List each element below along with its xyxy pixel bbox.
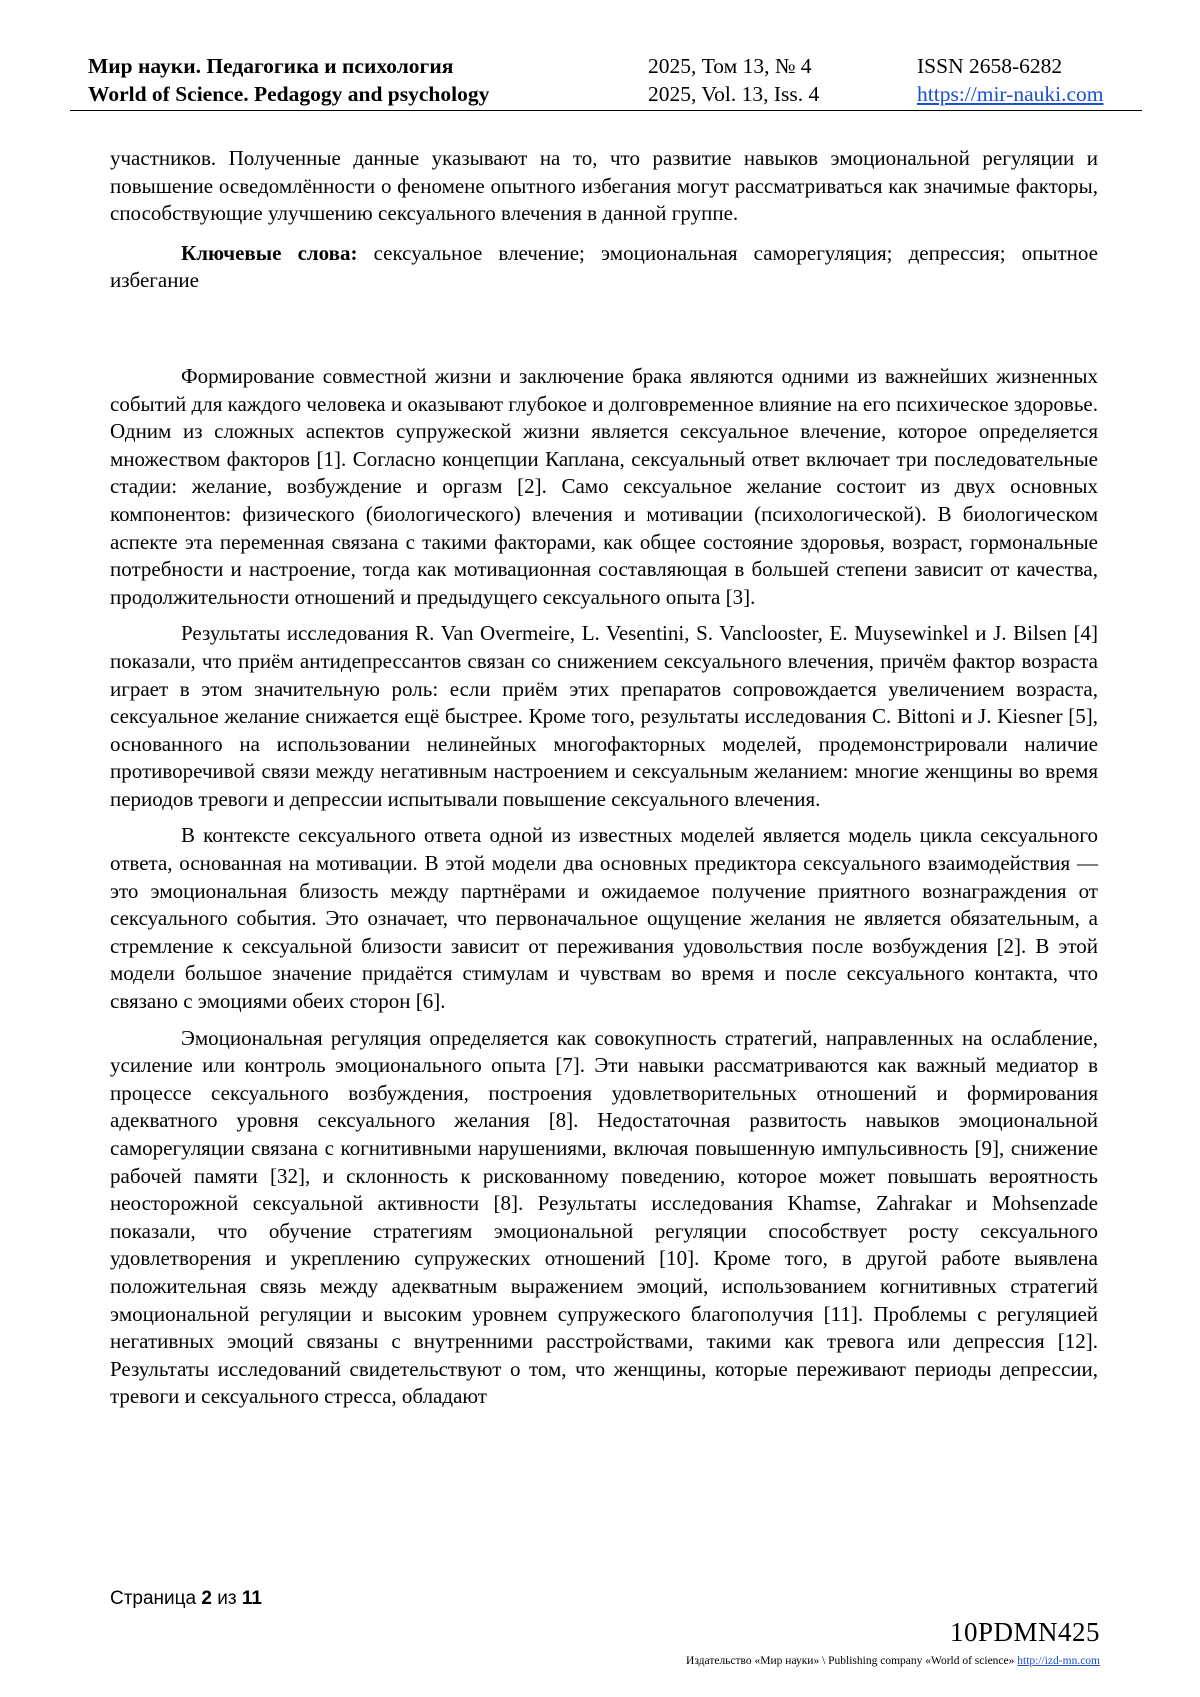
journal-title-en: World of Science. Pedagogy and psychology: [88, 82, 490, 106]
page-total: 11: [241, 1588, 262, 1609]
publisher-link[interactable]: http://izd-mn.com: [1017, 1655, 1100, 1667]
publisher-line: [686, 1655, 1100, 1667]
issue-ru: 2025, Том 13, № 4: [648, 54, 812, 78]
issn: ISSN 2658-6282: [917, 54, 1063, 78]
article-code: 10PDMN425: [949, 1617, 1100, 1647]
keywords-label: Ключевые слова:: [181, 240, 358, 265]
paragraph: Формирование совместной жизни и заключение брака являются одними из важнейших жизненных событий для каждого человека и оказывают глубокое и долговременное влияние на его психическое здоровье. Одним из сложных аспектов супружеской жизни является сексуальное влечение, которое определяется множеством факторов [1]. Согласно концепции Каплана, сексуальный ответ включает три последовательные стадии: желание, возбуждение и оргазм [2]. Само сексуальное желание состоит из двух основных компонентов: физического (биологического) влечения и мотивации (психологической). В биологическом аспекте эта переменная связана с такими факторами, как общее состояние здоровья, возраст, гормональные потребности и настроение, тогда как мотивационная составляющая в большей степени зависит от качества, продолжительности отношений и предыдущего сексуального опыта [3].: [110, 363, 1098, 609]
abstract-continuation: участников. Полученные данные указывают на то, что развитие навыков эмоциональной регуляции и повышение осведомлённости о феномене опытного избегания могут рассматриваться как значимые факторы, способствующие улучшению сексуального влечения в данной группе.: [110, 146, 1098, 226]
page-label: Страница: [110, 1588, 197, 1609]
issn-block: [917, 52, 1103, 108]
publisher-text: Издательство «Мир науки» \ Publishing company «World of science»: [686, 1655, 1015, 1667]
journal-title-block: [88, 52, 489, 108]
paragraph: В контексте сексуального ответа одной из известных моделей является модель цикла сексуального ответа, основанная на мотивации. В этой модели два основных предиктора сексуального взаимодействия — это эмоциональная близость между партнёрами и ожидаемое получение приятного вознаграждения от сексуального события. Это означает, что первоначальное ощущение желания не является обязательным, а стремление к сексуальной близости зависит от переживания удовольствия после возбуждения [2]. В этой модели большое значение придаётся стимулам и чувствам во время и после сексуального контакта, что связано с эмоциями обеих сторон [6].: [110, 823, 1098, 1014]
article-body: [110, 145, 1098, 1420]
paragraph: Эмоциональная регуляция определяется как совокупность стратегий, направленных на ослабление, усиление или контроль эмоционального опыта [7]. Эти навыки рассматриваются как важный медиатор в процессе сексуального возбуждения, построения удовлетворительных отношений и формирования адекватного уровня сексуального желания [8]. Недостаточная развитость навыков эмоциональной саморегуляции связана с когнитивными нарушениями, включая повышенную импульсивность [9], снижение рабочей памяти [32], и склонность к рискованному поведению, которое может повышать вероятность неосторожной сексуальной активности [8]. Результаты исследования Khamse, Zahrakar и Mohsenzade показали, что обучение стратегиям эмоциональной регуляции способствует росту сексуального удовлетворения и укреплению супружеских отношений [10]. Кроме того, в другой работе выявлена положительная связь между адекватным выражением эмоций, использованием когнитивных стратегий эмоциональной регуляции и высоким уровнем супружеского благополучия [11]. Проблемы с регуляцией негативных эмоций связаны с внутренними расстройствами, такими как тревога или депрессия [12]. Результаты исследований свидетельствуют о том, что женщины, которые переживают периоды депрессии, тревоги и сексуального стресса, обладают: [110, 1025, 1098, 1409]
journal-title-ru: Мир науки. Педагогика и психология: [88, 54, 454, 78]
section-gap: [110, 304, 1098, 363]
page-number: [110, 1588, 262, 1610]
keywords-text: сексуальное влечение; эмоциональная саморегуляция; депрессия; опытное избегание: [110, 240, 1098, 293]
issue-block: [648, 52, 819, 108]
page-of: из: [217, 1588, 237, 1609]
issue-en: 2025, Vol. 13, Iss. 4: [648, 82, 820, 106]
paragraph: Результаты исследования R. Van Overmeire, L. Vesentini, S. Vanclooster, E. Muysewinkel и J. Bilsen [4] показали, что приём антидепрессантов связан со снижением сексуального влечения, причём фактор возраста играет в этом значительную роль: если приём этих препаратов сопровождается увеличением возраста, сексуальное желание снижается ещё быстрее. Кроме того, результаты исследования C. Bittoni и J. Kiesner [5], основанного на использовании нелинейных многофакторных моделей, продемонстрировали наличие противоречивой связи между негативным настроением и сексуальным желанием: многие женщины во время периодов тревоги и депрессии испытывали повышение сексуального влечения.: [110, 621, 1098, 811]
keywords: [110, 240, 1098, 295]
page-header: [70, 50, 1142, 111]
journal-website-link[interactable]: https://mir-nauki.com: [917, 82, 1104, 106]
page-current: 2: [201, 1588, 212, 1609]
